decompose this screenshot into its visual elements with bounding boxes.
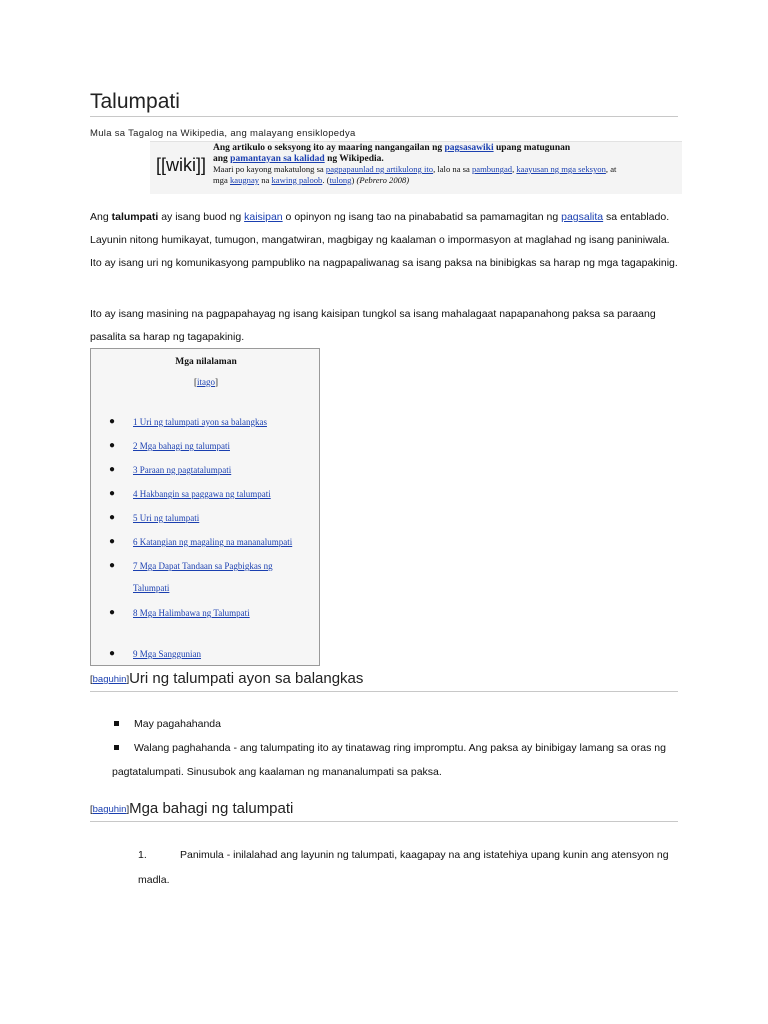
- notice-line4-mid2: . (: [322, 174, 330, 185]
- notice-line3-mid1: , lalo na sa: [433, 164, 472, 174]
- section-1-divider: [90, 691, 678, 692]
- toc-link-4[interactable]: 4 Hakbangin sa paggawa ng talumpati: [133, 489, 271, 499]
- page-subtitle: Mula sa Tagalog na Wikipedia, ang malayang ensiklopedya: [90, 128, 356, 139]
- section-heading-2: [90, 800, 678, 817]
- section-1-edit-link[interactable]: baguhin: [92, 674, 127, 685]
- notice-line3-tail: , at: [605, 164, 617, 174]
- toc-link-3[interactable]: 3 Paraan ng pagtatalumpati: [133, 465, 232, 475]
- section-1-title: Uri ng talumpati ayon sa balangkas: [129, 670, 364, 687]
- title-divider: [90, 116, 678, 117]
- toc-link-6[interactable]: 6 Katangian ng magaling na mananalumpati: [133, 537, 293, 547]
- intro-text-2: ay isang buod ng: [158, 211, 245, 223]
- toc-link-5[interactable]: 5 Uri ng talumpati: [133, 513, 200, 523]
- toc-link-8[interactable]: 8 Mga Halimbawa ng Talumpati: [133, 608, 250, 618]
- help-link[interactable]: tulong: [329, 174, 352, 185]
- table-of-contents: [90, 348, 320, 666]
- section-2-edit-link[interactable]: baguhin: [92, 804, 127, 815]
- kaugnay-link[interactable]: kaugnay: [229, 174, 260, 185]
- intro-text-3: o opinyon ng isang tao na pinababatid sa pamamagitan ng: [282, 211, 562, 223]
- bullet-icon: ●: [109, 464, 116, 475]
- toc-toggle-open: [: [194, 377, 197, 387]
- notice-line3-mid2: ,: [512, 164, 517, 174]
- wiki-logo: [[wiki]]: [156, 155, 207, 175]
- bullet-icon: ●: [109, 512, 116, 523]
- item-text: Panimula - inilalahad ang layunin ng talumpati, kaagapay na ang istatehiya upang kunin ang atensyon ng madla.: [138, 849, 669, 886]
- intro-paragraph: [90, 206, 680, 275]
- toc-toggle-close: ]: [215, 377, 218, 387]
- square-bullet-icon: [114, 721, 119, 726]
- notice-line4-mid3: ): [351, 174, 357, 185]
- section-2-title: Mga bahagi ng talumpati: [129, 800, 294, 817]
- bullet-icon: ●: [109, 488, 116, 499]
- page-title: Talumpati: [90, 90, 180, 113]
- notice-line4-mid: na: [259, 174, 272, 185]
- kaisipan-link[interactable]: kaisipan: [244, 211, 283, 223]
- section-order-link[interactable]: kaayusan ng mga seksyon: [516, 164, 606, 174]
- section-1-edit-open: [: [90, 674, 93, 685]
- notice-line1-text: Ang artikulo o seksyong ito ay maaring nangangailan ng: [213, 143, 445, 153]
- section-2-edit-open: [: [90, 804, 93, 815]
- internal-links-link[interactable]: kawing paloob: [271, 174, 323, 185]
- notice-line1-tail: upang matugunan: [493, 143, 571, 153]
- section-1-item-2: Walang paghahanda - ang talumpating ito ay tinatawag ring impromptu. Ang paksa ay binibigay lamang sa oras ng pagtatalumpati. Sinusubok ang kaalaman ng mananalumpati sa paksa.: [112, 742, 666, 778]
- notice-line3-text: Maari po kayong makatulong sa: [213, 164, 326, 174]
- section-2-edit: [90, 804, 129, 815]
- section-1-edit-close: ]: [126, 674, 130, 685]
- toc-link-1[interactable]: 1 Uri ng talumpati ayon sa balangkas: [133, 417, 267, 427]
- second-paragraph: Ito ay isang masining na pagpapahayag ng isang kaisipan tungkol sa isang mahalagaat napapanahong paksa sa paraang pasalita sa harap ng tagapakinig.: [90, 308, 656, 343]
- improve-article-link[interactable]: pagpapaunlad ng artikulong ito: [325, 164, 434, 174]
- toc-title: Mga nilalaman: [175, 357, 237, 367]
- bullet-icon: ●: [109, 440, 116, 451]
- section-1-edit: [90, 674, 129, 685]
- toc-hide-link[interactable]: itago: [197, 377, 215, 387]
- intro-text-1: Ang: [90, 211, 112, 223]
- toc-link-7[interactable]: 7 Mga Dapat Tandaan sa Pagbigkas ng Talumpati: [133, 561, 273, 593]
- notice-date: (Pebrero 2008): [356, 174, 410, 185]
- bullet-icon: ●: [109, 416, 116, 427]
- toc-toggle: [91, 377, 321, 387]
- section-2-divider: [90, 821, 678, 822]
- pambungad-link[interactable]: pambungad: [471, 164, 513, 174]
- bullet-icon: ●: [109, 536, 116, 547]
- section-2-item-1: [138, 843, 686, 893]
- notice-line2-text: ang: [213, 153, 231, 164]
- section-2-edit-close: ]: [126, 804, 130, 815]
- pagsasawiki-link[interactable]: pagsasawiki: [444, 143, 494, 153]
- section-heading-1: [90, 670, 678, 687]
- notice-text: [213, 143, 679, 185]
- bullet-icon: ●: [109, 607, 116, 618]
- toc-link-2[interactable]: 2 Mga bahagi ng talumpati: [133, 441, 230, 451]
- pagsalita-link[interactable]: pagsalita: [561, 211, 604, 223]
- cleanup-notice-box: [150, 141, 682, 194]
- notice-line2-tail: ng Wikipedia.: [324, 153, 384, 164]
- toc-link-9[interactable]: 9 Mga Sanggunian: [133, 649, 201, 659]
- notice-line4-text: mga: [213, 174, 230, 185]
- item-number: 1.: [138, 849, 147, 861]
- intro-bold-term: talumpati: [111, 211, 159, 223]
- section-1-item-1: May pagahahanda: [134, 718, 221, 730]
- bullet-icon: ●: [109, 560, 116, 571]
- intro-text-4: sa entablado. Layunin nitong humikayat, tumugon, mangatwiran, magbigay ng kaalaman o impormasyon at maglahad ng isang paniniwala. Ito ay isang uri ng komunikasyong pampubliko na nagpapaliwanag sa isang paksa na binibigkas sa harap ng mga tagapakinig.: [90, 211, 678, 269]
- bullet-icon: ●: [109, 648, 116, 659]
- quality-standards-link[interactable]: pamantayan sa kalidad: [230, 153, 325, 164]
